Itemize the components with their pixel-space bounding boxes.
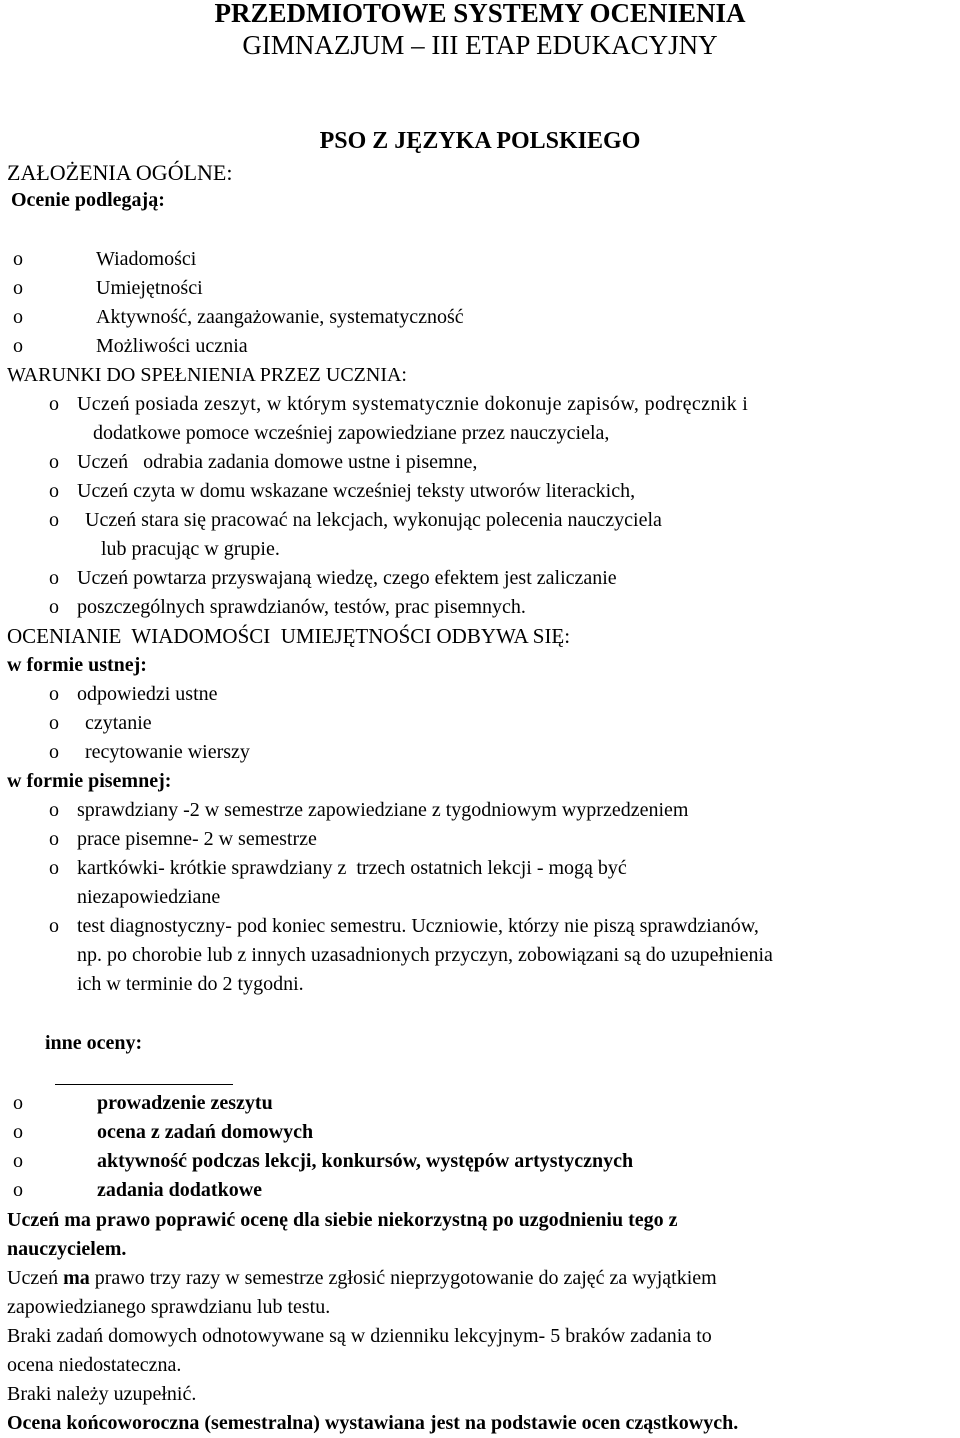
list-item: ocena z zadań domowych: [97, 1121, 314, 1143]
bullet-icon: o: [49, 480, 59, 502]
bullet-icon: o: [49, 828, 59, 850]
list-item-continued: ich w terminie do 2 tygodni.: [77, 973, 304, 995]
conditions-heading: WARUNKI DO SPEŁNIENIA PRZEZ UCZNIA:: [7, 364, 407, 386]
list-item: Uczeń powtarza przyswajaną wiedzę, czego efektem jest zaliczanie: [77, 567, 617, 589]
list-item: Uczeń odrabia zadania domowe ustne i pisemne,: [77, 451, 478, 473]
unprepared-rule-bold: ma: [63, 1267, 90, 1289]
unprepared-rule-text-end: prawo trzy razy w semestrze zgłosić nieprzygotowanie do zajęć za wyjątkiem: [89, 1267, 717, 1289]
list-item: czytanie: [85, 712, 152, 734]
bullet-icon: o: [13, 1121, 23, 1143]
list-item: prace pisemne- 2 w semestrze: [77, 828, 317, 850]
unprepared-rule-continued: zapowiedzianego sprawdzianu lub testu.: [7, 1296, 331, 1318]
unprepared-rule-text: Uczeń: [7, 1267, 64, 1289]
bullet-icon: o: [49, 915, 59, 937]
bullet-icon: o: [13, 306, 23, 328]
list-item: Aktywność, zaangażowanie, systematyczność: [96, 306, 464, 328]
bullet-icon: o: [49, 451, 59, 473]
list-item: test diagnostyczny- pod koniec semestru. Uczniowie, którzy nie piszą sprawdzianów,: [77, 915, 759, 937]
list-item-continued: niezapowiedziane: [77, 886, 221, 908]
list-item-continued: lub pracując w grupie.: [101, 538, 280, 560]
bullet-icon: o: [49, 567, 59, 589]
correction-rule-continued: nauczycielem.: [7, 1238, 127, 1260]
bullet-icon: o: [13, 1179, 23, 1201]
list-item: odpowiedzi ustne: [77, 683, 218, 705]
missing-homework-rule-continued: ocena niedostateczna.: [7, 1354, 182, 1376]
missing-homework-rule: Braki zadań domowych odnotowywane są w dzienniku lekcyjnym- 5 braków zadania to: [7, 1325, 712, 1347]
general-heading: ZAŁOŻENIA OGÓLNE:: [7, 160, 233, 185]
subject-heading: PSO Z JĘZYKA POLSKIEGO: [319, 128, 641, 154]
list-item: zadania dodatkowe: [97, 1179, 263, 1201]
assessed-heading: Ocenie podlegają:: [11, 189, 165, 211]
list-item: kartkówki- krótkie sprawdziany z trzech ostatnich lekcji - mogą być: [77, 857, 627, 879]
list-item: Uczeń czyta w domu wskazane wcześniej teksty utworów literackich,: [77, 480, 636, 502]
list-item: Uczeń posiada zeszyt, w którym systematycznie dokonuje zapisów, podręcznik i: [77, 393, 749, 415]
complete-rule: Braki należy uzupełnić.: [7, 1383, 197, 1405]
bullet-icon: o: [49, 393, 59, 415]
unprepared-rule: [7, 1264, 717, 1293]
bullet-icon: o: [49, 741, 59, 763]
bullet-icon: o: [13, 1150, 23, 1172]
other-heading: inne oceny:: [45, 1032, 143, 1054]
list-item: Uczeń stara się pracować na lekcjach, wykonując polecenia nauczyciela: [85, 509, 662, 531]
list-item-continued: np. po chorobie lub z innych uzasadnionych przyczyn, zobowiązani są do uzupełnienia: [77, 944, 773, 966]
document-subtitle: GIMNAZJUM – III ETAP EDUKACYJNY: [242, 30, 718, 60]
list-item: poszczególnych sprawdzianów, testów, prac pisemnych.: [77, 596, 526, 618]
bullet-icon: o: [49, 799, 59, 821]
oral-heading: w formie ustnej:: [7, 654, 147, 676]
bullet-icon: o: [49, 857, 59, 879]
assessment-heading: OCENIANIE WIADOMOŚCI UMIEJĘTNOŚCI ODBYWA SIĘ:: [7, 624, 571, 648]
bullet-icon: o: [49, 683, 59, 705]
list-item: Możliwości ucznia: [96, 335, 248, 357]
list-item: Umiejętności: [96, 277, 203, 299]
written-heading: w formie pisemnej:: [7, 770, 172, 792]
bullet-icon: o: [13, 335, 23, 357]
correction-rule: Uczeń ma prawo poprawić ocenę dla siebie niekorzystną po uzgodnieniu tego z: [7, 1209, 678, 1231]
list-item: sprawdziany -2 w semestrze zapowiedziane z tygodniowym wyprzedzeniem: [77, 799, 689, 821]
list-item: recytowanie wierszy: [85, 741, 250, 763]
bullet-icon: o: [49, 712, 59, 734]
bullet-icon: o: [13, 277, 23, 299]
divider: [55, 1084, 233, 1085]
list-item: Wiadomości: [96, 248, 197, 270]
list-item-continued: dodatkowe pomoce wcześniej zapowiedziane przez nauczyciela,: [93, 422, 610, 444]
list-item: prowadzenie zeszytu: [97, 1092, 273, 1114]
final-grade-rule: Ocena końcoworoczna (semestralna) wystawiana jest na podstawie ocen cząstkowych.: [7, 1412, 739, 1434]
list-item: aktywność podczas lekcji, konkursów, występów artystycznych: [97, 1150, 634, 1172]
bullet-icon: o: [13, 1092, 23, 1114]
bullet-icon: o: [49, 596, 59, 618]
document-title: PRZEDMIOTOWE SYSTEMY OCENIENIA: [214, 0, 746, 28]
bullet-icon: o: [13, 248, 23, 270]
bullet-icon: o: [49, 509, 59, 531]
